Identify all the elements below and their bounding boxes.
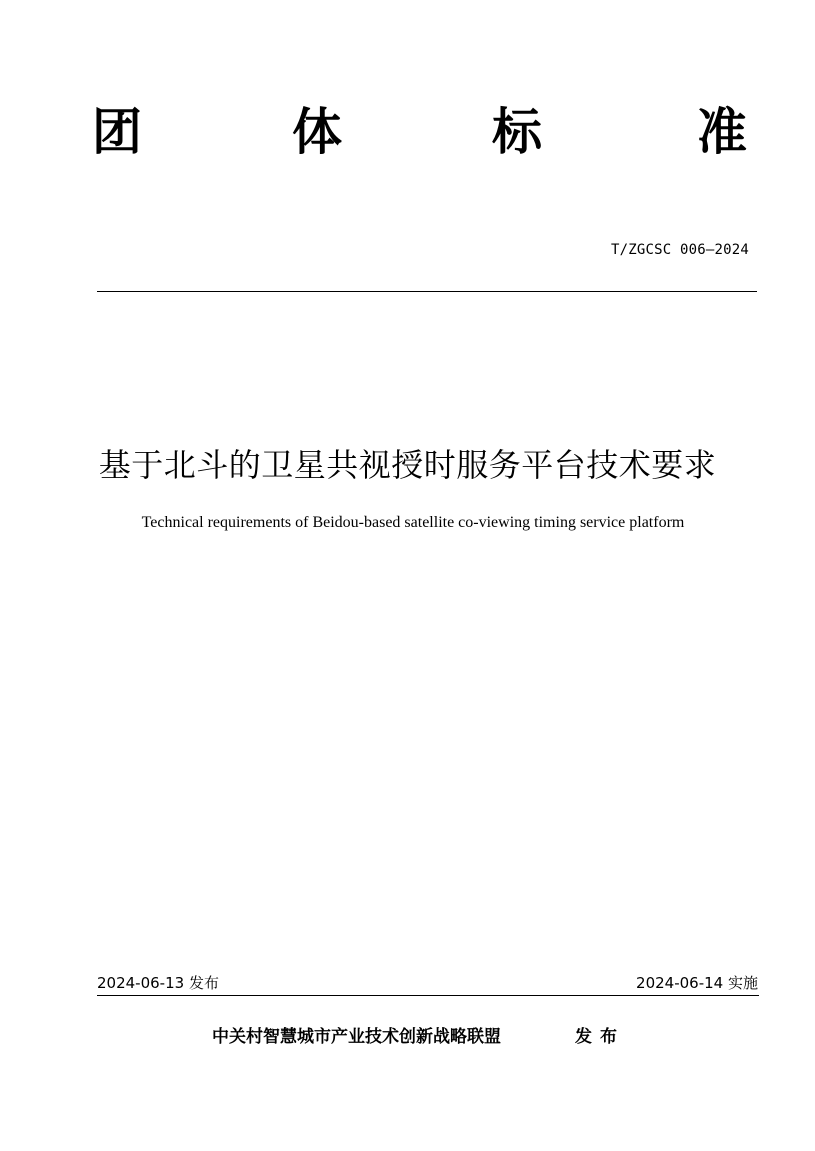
standard-number: T/ZGCSC 006—2024: [610, 242, 749, 258]
heading-char-3: 标: [492, 103, 542, 161]
bottom-divider: [97, 995, 759, 996]
document-title-english: Technical requirements of Beidou-based satellite co-viewing timing service platform: [141, 514, 685, 531]
implementation-date: 2024-06-14 实施: [636, 974, 758, 992]
heading-char-2: 体: [292, 103, 342, 161]
publish-label: 发布: [575, 1027, 625, 1047]
issue-date: 2024-06-13 发布: [97, 974, 219, 992]
top-divider: [97, 291, 757, 292]
heading-char-1: 团: [92, 103, 142, 161]
heading-char-4: 准: [697, 103, 747, 161]
standard-type-heading: [92, 100, 747, 164]
document-title-chinese: 基于北斗的卫星共视授时服务平台技术要求: [98, 446, 717, 484]
publisher-name: 中关村智慧城市产业技术创新战略联盟: [212, 1027, 501, 1047]
